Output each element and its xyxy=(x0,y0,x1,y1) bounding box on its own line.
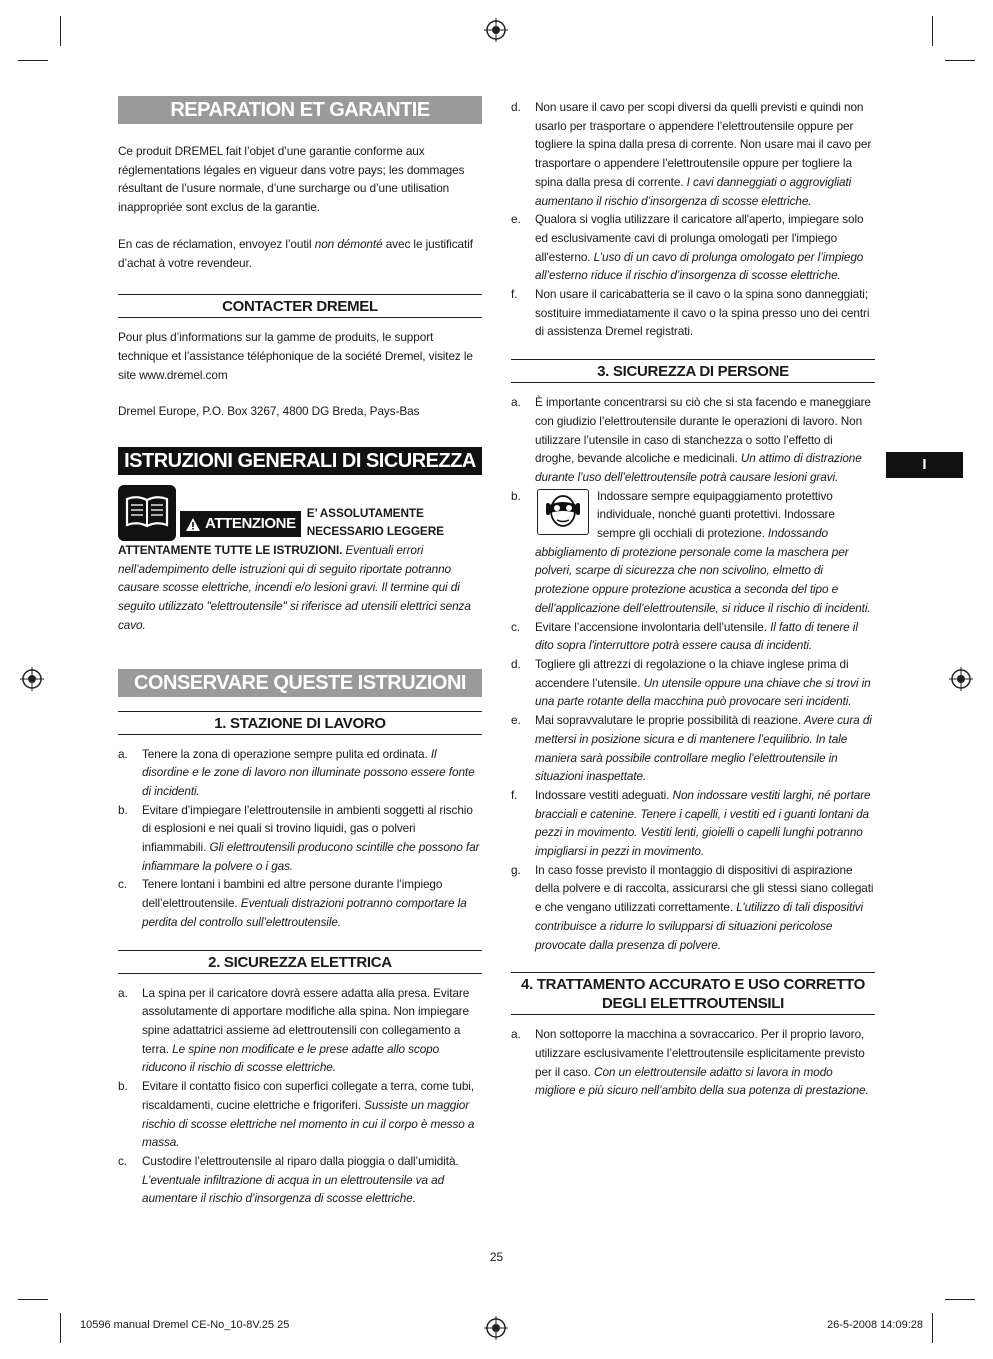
crop-mark xyxy=(60,1313,61,1343)
footer-file-info: 10596 manual Dremel CE-No_10-8V.25 25 xyxy=(80,1319,290,1331)
section-3-title: 3. SICUREZZA DI PERSONE xyxy=(511,359,875,383)
list-item: b. Evitare d’impiegare l’elettroutensile in ambienti soggetti al rischio di esplosioni e nei quali si trovino liquidi, gas o polveri infiammabili. Gli elettroutensili producono scintille che possono far infiammare la polvere o i gas. xyxy=(118,802,480,873)
section-1-title: 1. STAZIONE DI LAVORO xyxy=(118,711,482,735)
right-column xyxy=(511,98,875,1100)
left-column xyxy=(118,96,482,1208)
section-4-title: 4. TRATTAMENTO ACCURATO E USO CORRETTO DEGLI ELETTROUTENSILI xyxy=(511,972,875,1015)
crop-mark xyxy=(60,16,61,46)
list-item: a. Non sottoporre la macchina a sovraccarico. Per il proprio lavoro, utilizzare esclusivamente l’elettroutensile esplicitamente previsto per il caso. Con un elettroutensile adatto si lavora in modo migliore e più sicuro nell’ambito della sua potenza di prestazione. xyxy=(511,1027,869,1098)
list-item: e. Mai sopravvalutare le proprie possibilità di reazione. Avere cura di mettersi in posizione sicura e di mantenere l’equilibrio. In tale maniera sarà possibile controllare meglio l’elettroutensile in situazioni inaspettate. xyxy=(511,713,872,784)
crop-mark xyxy=(932,1313,933,1343)
crop-mark xyxy=(932,16,933,46)
contact-address: Dremel Europe, P.O. Box 3267, 4800 DG Breda, Pays-Bas xyxy=(118,404,420,419)
section-2-title: 2. SICUREZZA ELETTRICA xyxy=(118,950,482,974)
list-item: c. Custodire l’elettroutensile al riparo dalla pioggia o dall’umidità. L’eventuale infiltrazione di acqua in un elettroutensile va ad aumentare il rischio d’insorgenza di scosse elettriche. xyxy=(118,1153,459,1206)
list-item: b. Evitare il contatto fisico con superfici collegate a terra, come tubi, riscaldamenti, cucine elettriche e frigoriferi. Sussiste un maggior rischio di scosse elettriche nel momento in cui il corpo è messo a massa. xyxy=(118,1079,475,1150)
list-item: d. Non usare il cavo per scopi diversi da quelli previsti e quindi non usarlo per trasportare o appendere l’elettroutensile oppure per togliere la spina dalla presa di corrente. Non usare mai il cavo per trasportare o appendere l’elettroutensile oppure per togliere la spina dalla presa di corrente. I cavi danneggiati o aggrovigliati aumentano il rischio d’insorgenza di scosse elettriche. xyxy=(511,100,872,208)
section-2-list xyxy=(118,984,482,1208)
registration-mark-icon xyxy=(484,1316,508,1340)
list-item: g. In caso fosse previsto il montaggio di dispositivi di aspirazione della polvere e di raccolta, assicurarsi che gli stessi siano collegati e che vengano utilizzati correttamente. L’utilizzo di tali dispositivi contribuisce a ridurre lo svilupparsi di situazioni pericolose provocate dalla presenza di polvere. xyxy=(511,862,874,952)
list-item: a. Tenere la zona di operazione sempre pulita ed ordinata. Il disordine e le zone di lavoro non illuminate possono essere fonte di incidenti. xyxy=(118,746,475,798)
crop-mark xyxy=(18,1299,48,1300)
warning-heading: E’ ASSOLUTAMENTE NECESSARIO LEGGERE xyxy=(306,505,444,539)
warning-row xyxy=(118,485,482,541)
safety-title: ISTRUZIONI GENERALI DI SICUREZZA xyxy=(118,447,482,475)
repair-title: REPARATION ET GARANTIE xyxy=(118,96,482,124)
language-tab: I xyxy=(886,452,963,478)
warning-triangle-icon xyxy=(185,517,201,532)
registration-mark-icon xyxy=(484,18,508,42)
list-item: f. Non usare il caricabatteria se il cavo o la spina sono danneggiati; sostituire immediatamente il cavo o la spina presso uno dei centri di assistenza Dremel registrati. xyxy=(511,287,870,339)
repair-claim-paragraph: En cas de réclamation, envoyez l’outil non démonté avec le justificatif d’achat à votre revendeur. xyxy=(118,236,473,270)
contact-paragraph: Pour plus d’informations sur la gamme de produits, le support technique et l’assistance téléphonique de la société Dremel, visitez le site www.dremel.com xyxy=(118,330,473,382)
footer-date: 26-5-2008 14:09:28 xyxy=(826,1319,923,1331)
warning-paragraph: ATTENTAMENTE TUTTE LE ISTRUZIONI. Eventuali errori nell’adempimento delle istruzioni qui di seguito riportate potranno causare scosse elettriche, incendi e/o lesioni gravi. Il termine qui di seguito utilizzato "elettroutensile" si riferisce ad utensili elettrici senza cavo. xyxy=(118,543,471,632)
list-item: b. Indossare sempre equipaggiamento protettivo individuale, nonché guanti protettivi. Indossare sempre gli occhiali di protezione. Indossando abbigliamento di protezione personale come la maschera per polveri, scarpe di sicurezza che non scivolino, elmetto di protezione oppure protezione acustica a seconda del tipo e dell’applicazione dell’elettroutensile, si riduce il rischio di incidenti. xyxy=(511,488,871,615)
attention-badge: ATTENZIONE xyxy=(180,511,301,537)
safety-goggles-icon xyxy=(537,489,589,535)
list-item: a. La spina per il caricatore dovrà essere adatta alla presa. Evitare assolutamente di apportare modifiche alla spina. Non impiegare spine adattatrici assieme ad elettroutensili con collegamento a terra. Le spine non modificate e le prese adatte allo scopo riducono il rischio di scosse elettriche. xyxy=(118,985,470,1075)
list-item: d. Togliere gli attrezzi di regolazione o la chiave inglese prima di accendere l’utensile. Un utensile oppure una chiave che si trovi in una parte rotante della macchina può provocare seri incidenti. xyxy=(511,656,871,709)
list-item: f. Indossare vestiti adeguati. Non indossare vestiti larghi, né portare bracciali e catenine. Tenere i capelli, i vestiti ed i guanti lontani da pezzi in movimento. Vestiti lenti, gioielli o capelli lunghi potranno impigliarsi in pezzi in movimento. xyxy=(511,787,871,859)
manual-book-icon xyxy=(118,485,176,541)
section-1-list xyxy=(118,745,482,932)
crop-mark xyxy=(945,60,975,61)
keep-instructions-title: CONSERVARE QUESTE ISTRUZIONI xyxy=(118,669,482,697)
list-item: c. Evitare l’accensione involontaria dell’utensile. Il fatto di tenere il dito sopra l'interruttore potrà essere causa di incidenti. xyxy=(511,619,858,653)
section-3-list xyxy=(511,393,875,954)
list-item: e. Qualora si voglia utilizzare il caricatore all'aperto, impiegare solo ed esclusivamente cavi di prolunga omologati per l'impiego all'esterno. L’uso di un cavo di prolunga omologato per l’impiego all’esterno riduce il rischio d’insorgenza di scosse elettriche. xyxy=(511,212,864,283)
repair-paragraph: Ce produit DREMEL fait l’objet d’une garantie conforme aux réglementations légales en vigueur dans votre pays; les dommages résultant de l’usure normale, d’une surcharge ou d’une utilisation inappropriée sont exclus de la garantie. xyxy=(118,144,465,215)
section-4-list xyxy=(511,1025,875,1100)
contact-title: CONTACTER DREMEL xyxy=(118,294,482,318)
list-item: c. Tenere lontani i bambini ed altre persone durante l’impiego dell’elettroutensile. Eventuali distrazioni potranno comportare la perdita del controllo sull’elettroutensile. xyxy=(118,877,467,929)
section-2-list-continued xyxy=(511,98,875,341)
crop-mark xyxy=(18,60,48,61)
crop-mark xyxy=(945,1299,975,1300)
list-item: a. È importante concentrarsi su ciò che si sta facendo e maneggiare con giudizio l’elettroutensile durante le operazioni di lavoro. Non utilizzare l’utensile in caso di stanchezza o sotto l’effetto di droghe, bevande alcoliche e medicinali. Un attimo di distrazione durante l’uso dell’elettroutensile potrà causare lesioni gravi. xyxy=(511,395,871,484)
registration-mark-icon xyxy=(949,667,973,691)
registration-mark-icon xyxy=(20,667,44,691)
page-number: 25 xyxy=(489,1250,504,1264)
